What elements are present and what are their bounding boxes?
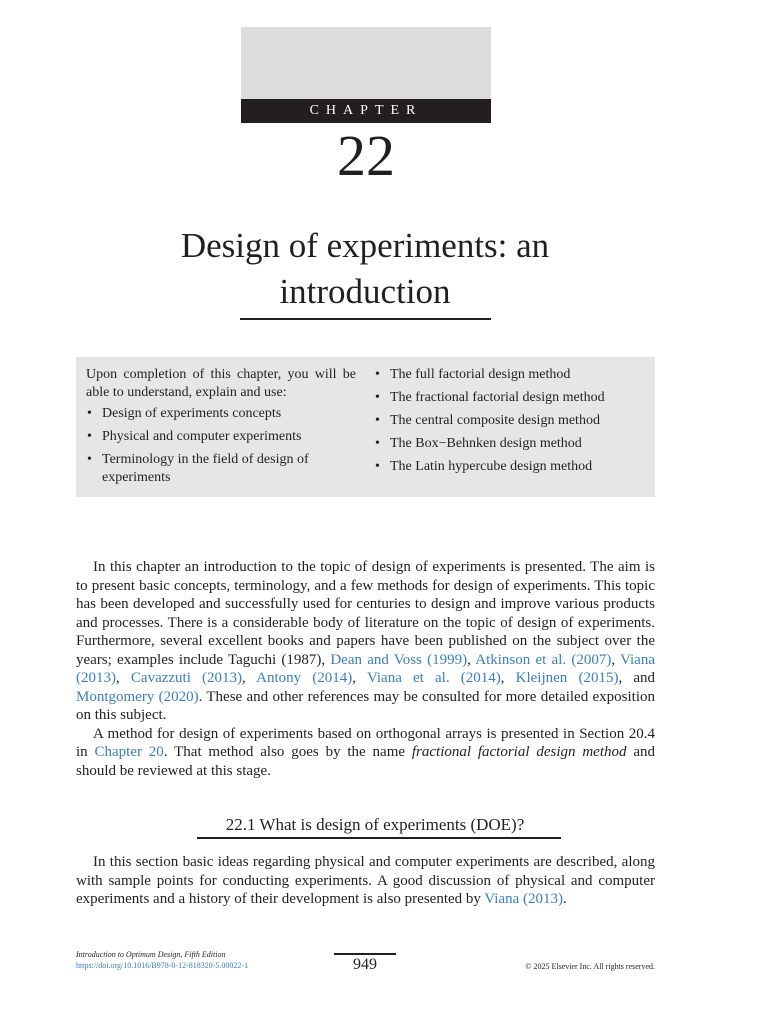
objective-item: • The Latin hypercube design method [375, 459, 593, 474]
bullet-icon: • [375, 436, 380, 451]
objectives-left-list [86, 405, 356, 487]
bullet-icon: • [87, 406, 92, 421]
book-title: Introduction to Optimum Design, Fifth Edition [76, 950, 226, 959]
citation-link[interactable]: Viana (2013) [484, 891, 564, 907]
section-heading-rule [197, 837, 561, 839]
chapter-number: 22 [337, 123, 395, 188]
citation-link[interactable]: Dean and Voss (1999) [330, 651, 468, 668]
objective-item: • The fractional factorial design method [375, 390, 605, 405]
copyright-notice: © 2025 Elsevier Inc. All rights reserved. [525, 962, 655, 971]
doi-link[interactable]: https://doi.org/10.1016/B978-0-12-818320-5.00022-1 [76, 961, 249, 970]
objectives-left-column [86, 366, 356, 492]
chapter-label: CHAPTER [241, 99, 491, 123]
bullet-icon: • [87, 452, 92, 467]
objective-item: • The central composite design method [375, 413, 600, 428]
citation-link[interactable]: Montgomery (2020) [76, 688, 199, 705]
bullet-icon: • [375, 413, 380, 428]
citation-link[interactable]: Atkinson et al. (2007) [475, 651, 612, 668]
bullet-icon: • [375, 390, 380, 405]
objective-item: • Physical and computer experiments [87, 429, 302, 444]
page-number: 949 [353, 956, 377, 973]
bullet-icon: • [375, 367, 380, 382]
chapter-header-panel [241, 27, 491, 99]
objective-item: • Design of experiments concepts [87, 406, 282, 421]
section-text [76, 853, 655, 909]
citation-link[interactable]: Antony (2014) [256, 670, 353, 686]
objectives-right-column [374, 366, 644, 481]
citation-link[interactable]: Cavazzuti (2013) [130, 670, 243, 686]
chapter-title [120, 223, 610, 315]
intro-paragraph-2: A method for design of experiments based on orthogonal arrays is presented in Section 20.4 in Chapter 20. That method also goes by the name fractional factorial design method and should be reviewed at this stage. [76, 725, 655, 779]
footer-source [76, 949, 248, 971]
bullet-icon: • [87, 429, 92, 444]
objective-item: • The Box−Behnken design method [375, 436, 582, 451]
objectives-intro: Upon completion of this chapter, you will be able to understand, explain and use: [86, 367, 356, 400]
objective-item: • The full factorial design method [375, 367, 571, 382]
bullet-icon: • [375, 459, 380, 474]
section-heading: 22.1 What is design of experiments (DOE)? [225, 815, 525, 834]
intro-text [76, 558, 655, 780]
chapter-cross-reference-link[interactable]: Chapter 20 [94, 744, 164, 760]
citation-link[interactable]: Viana et al. (2014) [366, 670, 501, 686]
citation-link[interactable]: Viana (2013) [76, 651, 655, 686]
chapter-title-line1: Design of experiments: an [180, 226, 550, 265]
objective-item: • Terminology in the field of design of experiments [87, 452, 309, 485]
section-paragraph: In this section basic ideas regarding physical and computer experiments are described, along with sample points for conducting experiments. A good discussion of physical and computer experiments and a history of their development is also presented by Viana (2013). [76, 854, 655, 907]
chapter-title-line2: introduction [279, 272, 451, 311]
emphasized-term: fractional factorial design method [411, 744, 627, 760]
intro-paragraph-1: In this chapter an introduction to the topic of design of experiments is presented. The aim is to present basic concepts, terminology, and a few methods for design of experiments. This topic has been developed and successfully used for centuries to design and improve various products and processes. There is a considerable body of literature on the topic of design of experiments. Furthermore, several excellent books and papers have been published on the subject over the years; examples include Taguchi (1987), Dean and Voss (1999), Atkinson et al. (2007), Viana (2013), Cavazzuti (2013), Antony (2014), Viana et al. (2014), Kleijnen (2015), and Montgomery (2020). These and other references may be consulted for more detailed exposition on this subject. [76, 559, 656, 723]
learning-objectives-box [76, 357, 655, 497]
title-rule [240, 318, 491, 320]
citation-link[interactable]: Kleijnen (2015) [515, 670, 619, 686]
objectives-right-list [374, 366, 644, 476]
